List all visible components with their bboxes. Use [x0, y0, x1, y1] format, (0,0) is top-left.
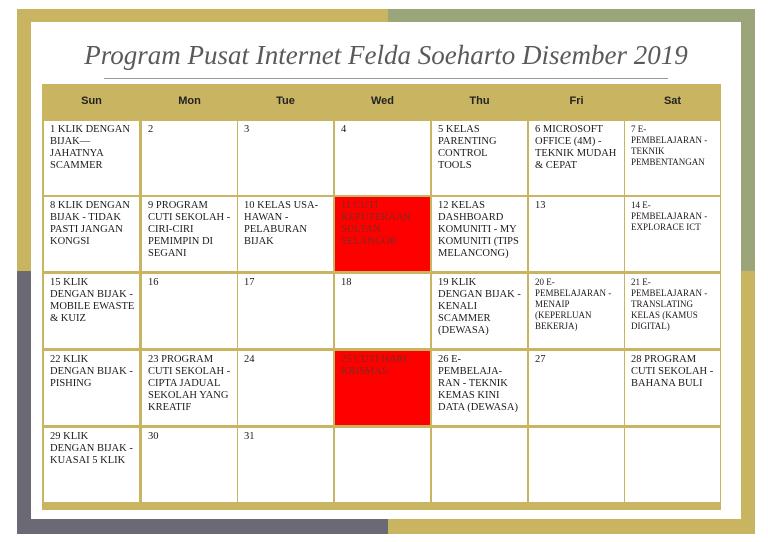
- day-cell: 23 PROGRAM CUTI SEKOLAH - CIPTA JADUAL SEKOLAH YANG KREATIF: [142, 351, 237, 425]
- day-header-sat: Sat: [625, 84, 720, 117]
- day-cell: 28 PROGRAM CUTI SEKOLAH - BAHANA BULI: [625, 351, 720, 425]
- day-cell: 13: [529, 197, 624, 271]
- day-cell: 24: [238, 351, 333, 425]
- day-cell: 20 E-PEMBELAJARAN - MENAIP (KEPERLUAN BEKERJA): [529, 274, 624, 348]
- day-cell: 22 KLIK DENGAN BIJAK - PISHING: [44, 351, 139, 425]
- day-cell: 16: [142, 274, 237, 348]
- day-cell: 14 E-PEMBELAJARAN - EXPLORACE ICT: [625, 197, 720, 271]
- day-cell: 29 KLIK DENGAN BIJAK - KUASAI 5 KLIK: [44, 428, 139, 502]
- day-cell: 18: [335, 274, 430, 348]
- day-cell: 1 KLIK DENGAN BIJAK—JAHATNYA SCAMMER: [44, 121, 139, 195]
- day-header-wed: Wed: [335, 84, 430, 117]
- day-cell: 9 PROGRAM CUTI SEKOLAH - CIRI-CIRI PEMIMPIN DI SEGANI: [142, 197, 237, 271]
- day-header-tue: Tue: [238, 84, 333, 117]
- day-cell: 2: [142, 121, 237, 195]
- day-cell: [432, 428, 527, 502]
- day-cell: 3: [238, 121, 333, 195]
- day-cell: 30: [142, 428, 237, 502]
- day-cell: 10 KELAS USA-HAWAN - PELABURAN BIJAK: [238, 197, 333, 271]
- day-header-thu: Thu: [432, 84, 527, 117]
- day-cell: 8 KLIK DENGAN BIJAK - TIDAK PASTI JANGAN KONGSI: [44, 197, 139, 271]
- day-cell: 26 E-PEMBELAJA-RAN - TEKNIK KEMAS KINI DATA (DEWASA): [432, 351, 527, 425]
- day-cell: 31: [238, 428, 333, 502]
- day-cell: [625, 428, 720, 502]
- holiday-cell: 11 CUTI KEPUTERAAN SULTAN SELANGOR: [335, 197, 430, 271]
- day-cell: 19 KLIK DENGAN BIJAK - KENALI SCAMMER (DEWASA): [432, 274, 527, 348]
- day-cell: [335, 428, 430, 502]
- day-cell: 6 MICROSOFT OFFICE (4M) - TEKNIK MUDAH & CEPAT: [529, 121, 624, 195]
- holiday-cell: 25 CUTI HARI KRISMAS: [335, 351, 430, 425]
- day-cell: 12 KELAS DASHBOARD KOMUNITI - MY KOMUNITI (TIPS MELANCONG): [432, 197, 527, 271]
- calendar-grid: [42, 84, 721, 510]
- page-title: Program Pusat Internet Felda Soeharto Disember 2019: [84, 40, 688, 70]
- title-divider: [104, 78, 668, 79]
- day-cell: 15 KLIK DENGAN BIJAK - MOBILE EWASTE & KUIZ: [44, 274, 139, 348]
- day-header-mon: Mon: [142, 84, 237, 117]
- day-header-sun: Sun: [44, 84, 139, 117]
- day-cell: 4: [335, 121, 430, 195]
- day-cell: 21 E-PEMBELAJARAN - TRANSLATING KELAS (KAMUS DIGITAL): [625, 274, 720, 348]
- day-cell: 17: [238, 274, 333, 348]
- day-cell: 5 KELAS PARENTING CONTROL TOOLS: [432, 121, 527, 195]
- day-cell: 27: [529, 351, 624, 425]
- day-cell: [529, 428, 624, 502]
- day-cell: 7 E-PEMBELAJARAN - TEKNIK PEMBENTANGAN: [625, 121, 720, 195]
- day-header-fri: Fri: [529, 84, 624, 117]
